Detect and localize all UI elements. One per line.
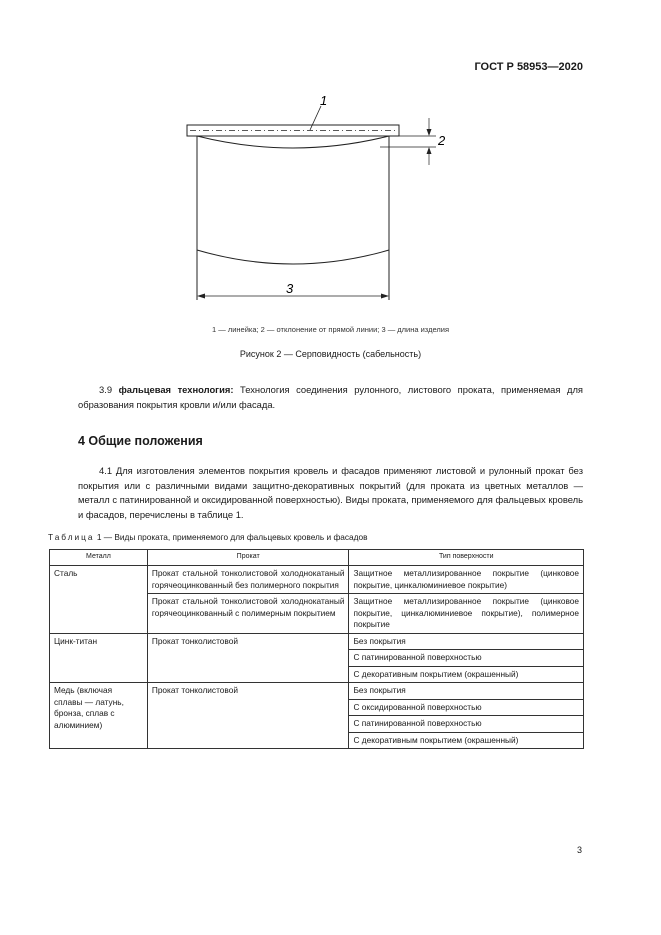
cell-surface: Без покрытия: [349, 633, 584, 650]
figure-title: Рисунок 2 — Серповидность (сабельность): [239, 349, 422, 359]
table-row: [50, 633, 584, 650]
cell-surface: С декоративным покрытием (окрашенный): [349, 732, 584, 749]
page-number: 3: [576, 845, 582, 855]
figure-2-diagram: [0, 0, 661, 320]
product-types-table: [49, 549, 584, 749]
cell-surface: С оксидированной поверхностью: [349, 699, 584, 716]
header-surface: Тип поверхности: [349, 550, 584, 566]
label-ruler: 1: [320, 93, 328, 108]
cell-surface: С патинированной поверхностью: [349, 650, 584, 667]
definition-paragraph: [78, 383, 583, 412]
cell-surface: С декоративным покрытием (окрашенный): [349, 666, 584, 683]
table-caption: [48, 532, 368, 542]
header-product: Прокат: [147, 550, 349, 566]
table-header-row: [50, 550, 584, 566]
table-caption-prefix: Таблица: [48, 532, 95, 542]
table-row: [50, 566, 584, 594]
sheet-top-edge: [197, 136, 389, 148]
section-heading: 4 Общие положения: [78, 434, 203, 448]
definition-text: Технология соединения рулонного, листового проката, применяемая для образования покрытия кровли и/или фасада.: [78, 384, 583, 410]
cell-surface: Без покрытия: [349, 683, 584, 700]
definition-term: фальцевая технология:: [118, 384, 234, 395]
section-paragraph: 4.1 Для изготовления элементов покрытия кровель и фасадов применяют листовой и рулонный прокат без покрытия или с различными видами защитно-декоративных покрытий (для проката из цветных металлов — металл с патинированной и оксидированной поверхностью). Виды проката, применяемого для фальцевых кровель и фасадов, перечислены в таблице 1.: [78, 465, 583, 520]
label-deviation: 2: [438, 133, 446, 148]
definition-number: 3.9: [99, 384, 113, 395]
cell-surface: С патинированной поверхностью: [349, 716, 584, 733]
cell-surface: Защитное металлизированное покрытие (цинковое покрытие, цинкалюминиевое покрытие), полимерное покрытие: [349, 594, 584, 634]
label-length: 3: [286, 281, 294, 296]
figure-legend: 1 — линейка; 2 — отклонение от прямой линии; 3 — длина изделия: [211, 325, 450, 334]
sheet-bottom-edge: [197, 250, 389, 264]
cell-product: Прокат стальной тонколистовой холоднокатаный горячеоцинкованный без полимерного покрытия: [147, 566, 349, 594]
cell-surface: Защитное металлизированное покрытие (цинковое покрытие, цинкалюминиевое покрытие): [349, 566, 584, 594]
document-header: ГОСТ Р 58953—2020: [474, 61, 583, 73]
cell-metal-steel: Сталь: [50, 566, 148, 634]
cell-product: Прокат тонколистовой: [147, 683, 349, 749]
table-caption-text: 1 — Виды проката, применяемого для фальцевых кровель и фасадов: [94, 532, 368, 542]
cell-metal-copper: Медь (включая сплавы — латунь, бронза, сплав с алюминием): [50, 683, 148, 749]
cell-product: Прокат стальной тонколистовой холоднокатаный горячеоцинкованный с полимерным покрытием: [147, 594, 349, 634]
cell-product: Прокат тонколистовой: [147, 633, 349, 683]
cell-metal-zinc: Цинк-титан: [50, 633, 148, 683]
table-row: [50, 683, 584, 700]
header-metal: Металл: [50, 550, 148, 566]
